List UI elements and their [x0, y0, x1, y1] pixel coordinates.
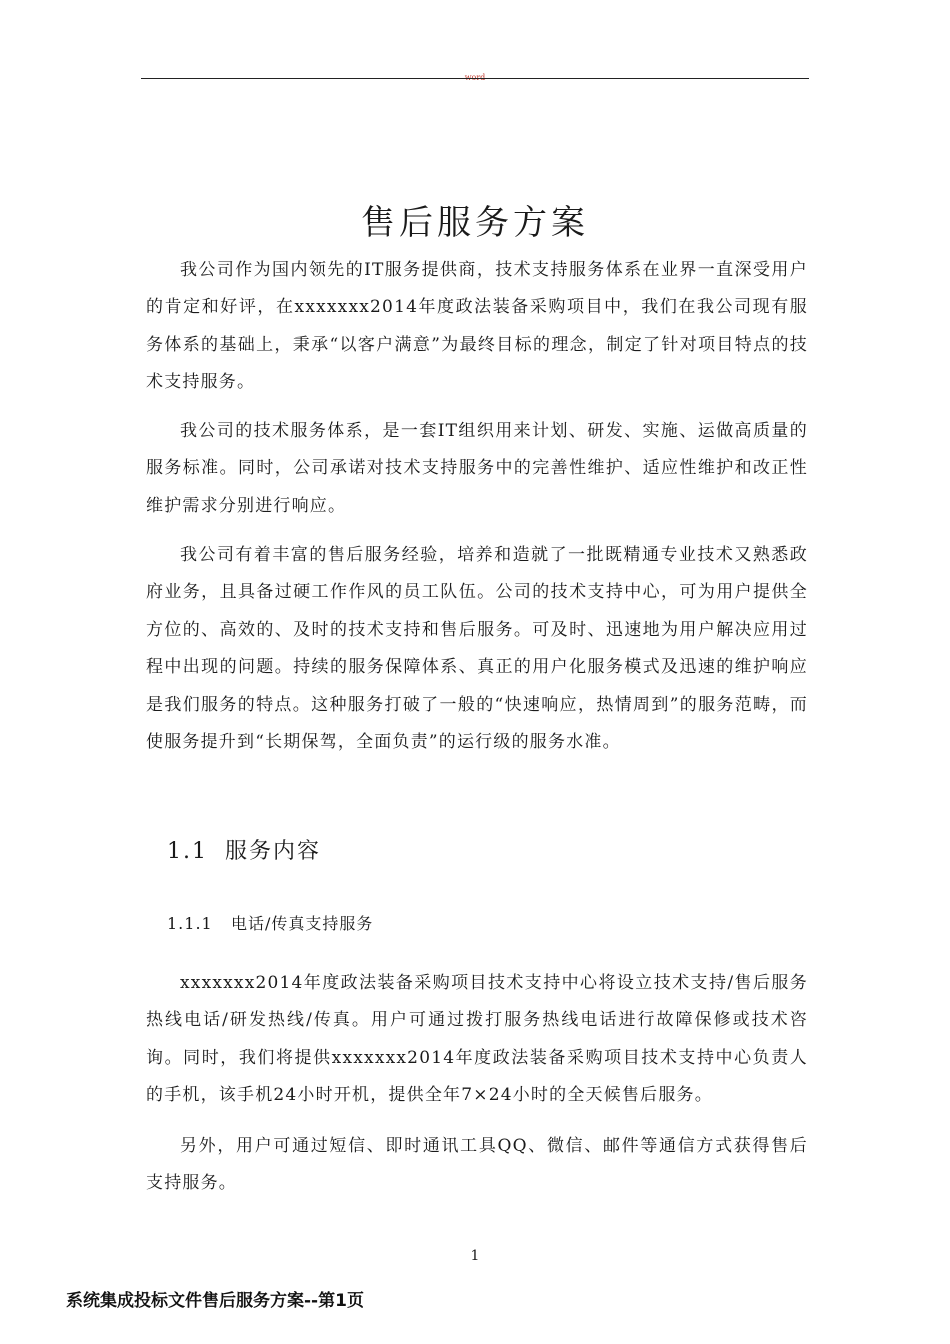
paragraph-service-system: 我公司的技术服务体系，是一套IT组织用来计划、研发、实施、运做高质量的服务标准。同时，公司承诺对技术支持服务中的完善性维护、适应性维护和改正性维护需求分别进行响应。 [146, 421, 808, 516]
section-number: 1.1 [167, 839, 208, 864]
paragraph-hotline: xxxxxxx2014年度政法装备采购项目技术支持中心将设立技术支持/售后服务热线电话/研发热线/传真。用户可通过拨打服务热线电话进行故障保修或技术咨询。同时，我们将提供xxxxxxx2014年度政法装备采购项目技术支持中心负责人的手机，该手机24小时开机，提供全年7×24小时的全天候售后服务。 [146, 973, 808, 1106]
header-rule [141, 78, 809, 79]
subsection-heading [167, 910, 373, 938]
paragraph-experience: 我公司有着丰富的售后服务经验，培养和造就了一批既精通专业技术又熟悉政府业务，且具备过硬工作作风的员工队伍。公司的技术支持中心，可为用户提供全方位的、高效的、及时的技术支持和售后服务。可及时、迅速地为用户解决应用过程中出现的问题。持续的服务保障体系、真正的用户化服务模式及迅速的维护响应是我们服务的特点。这种服务打破了一般的“快速响应，热情周到”的服务范畴，而使服务提升到“长期保驾，全面负责”的运行级的服务水准。 [146, 545, 808, 753]
paragraph-intro: 我公司作为国内领先的IT服务提供商，技术支持服务体系在业界一直深受用户的肯定和好评，在xxxxxxx2014年度政法装备采购项目中，我们在我公司现有服务体系的基础上，秉承“以客户满意”为最终目标的理念，制定了针对项目特点的技术支持服务。 [146, 260, 808, 393]
subsection-title: 电话/传真支持服务 [231, 914, 374, 933]
section-heading [167, 834, 321, 870]
section-title: 服务内容 [225, 839, 322, 864]
subsection-number: 1.1.1 [167, 914, 213, 933]
header-label: word [464, 73, 486, 82]
paragraph-other-channels: 另外，用户可通过短信、即时通讯工具QQ、微信、邮件等通信方式获得售后支持服务。 [146, 1136, 808, 1194]
document-title: 售后服务方案 [361, 202, 589, 243]
footer-caption: 系统集成投标文件售后服务方案--第1页 [66, 1291, 364, 1311]
page-number: 1 [470, 1248, 480, 1264]
